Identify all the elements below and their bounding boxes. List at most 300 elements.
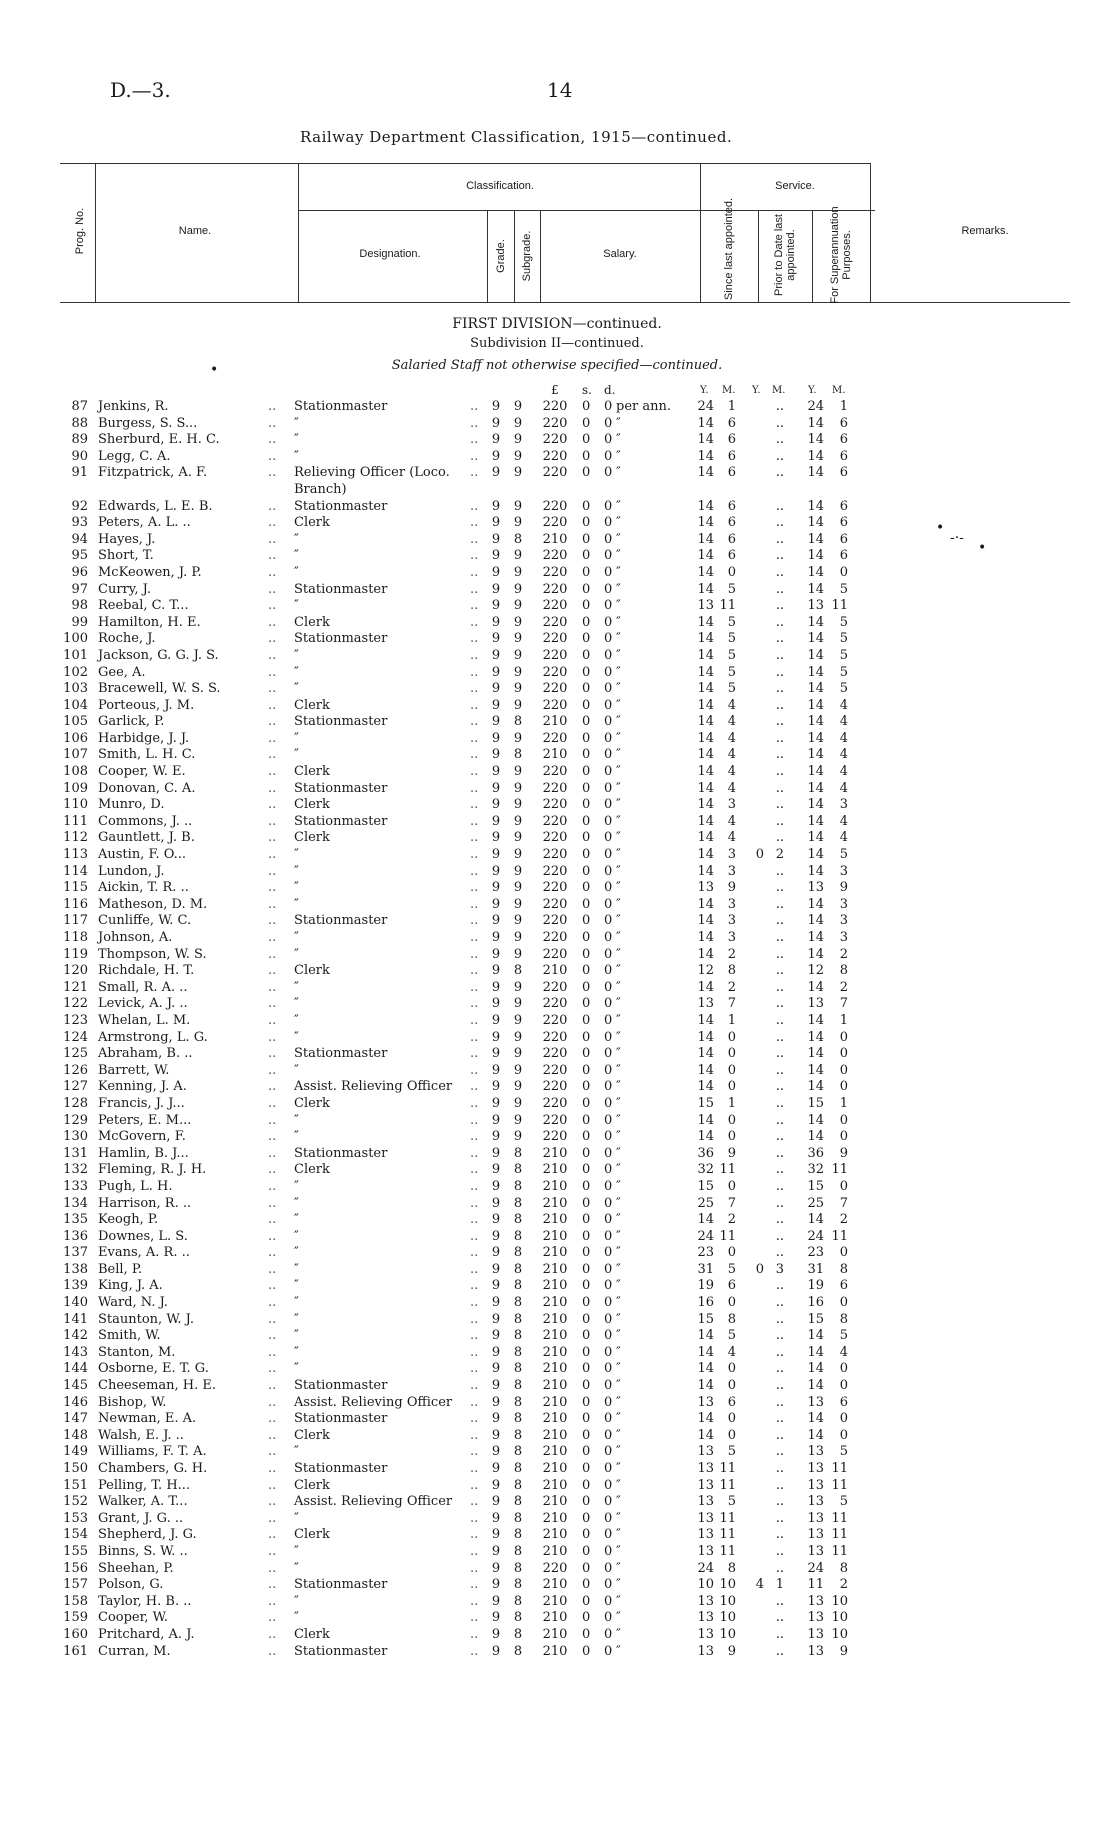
subgrade: 8 bbox=[513, 1344, 523, 1360]
super-years: 14 bbox=[807, 432, 824, 448]
since-last-years: 13 bbox=[697, 1394, 714, 1410]
since-last-months: 3 bbox=[727, 863, 736, 879]
col-divider bbox=[298, 163, 299, 302]
grade: 9 bbox=[491, 913, 501, 929]
super-months: 9 bbox=[839, 1643, 848, 1659]
super-months: 11 bbox=[831, 1162, 848, 1178]
subgrade: 8 bbox=[513, 747, 523, 763]
table-row bbox=[0, 1594, 1114, 1611]
salary-pence: 0 bbox=[604, 1029, 613, 1045]
table-row bbox=[0, 1444, 1114, 1461]
salary-pounds: 210 bbox=[542, 1494, 568, 1510]
super-months: 3 bbox=[839, 913, 848, 929]
grade: 9 bbox=[491, 697, 501, 713]
super-years: 14 bbox=[807, 797, 824, 813]
staff-name: Richdale, H. T. bbox=[98, 963, 195, 979]
prog-no: 142 bbox=[63, 1328, 88, 1344]
super-years: 14 bbox=[807, 1012, 824, 1028]
prog-no: 104 bbox=[63, 697, 88, 713]
designation: Stationmaster bbox=[294, 399, 388, 414]
prior-months: .. bbox=[775, 1444, 784, 1460]
salary-shillings: 0 bbox=[582, 1344, 591, 1360]
header-prior: Prior to Date last appointed. bbox=[773, 214, 797, 296]
prior-months: .. bbox=[775, 1178, 784, 1194]
subgrade: 9 bbox=[513, 863, 523, 879]
prior-months: .. bbox=[775, 946, 784, 962]
leader-dots: .. bbox=[470, 1228, 479, 1244]
subgrade: 8 bbox=[513, 1228, 523, 1244]
salary-period: ″ bbox=[616, 548, 621, 564]
salary-pounds: 210 bbox=[542, 1195, 568, 1211]
leader-dots: .. bbox=[470, 1394, 479, 1410]
salary-shillings: 0 bbox=[582, 1095, 591, 1111]
staff-name: Gauntlett, J. B. bbox=[98, 830, 195, 846]
staff-name: Peters, A. L. .. bbox=[98, 515, 191, 531]
staff-name: Gee, A. bbox=[98, 664, 146, 680]
salary-shillings: 0 bbox=[582, 1328, 591, 1344]
since-last-years: 14 bbox=[697, 1129, 714, 1145]
super-months: 11 bbox=[831, 1543, 848, 1559]
super-months: 6 bbox=[839, 448, 848, 464]
salary-pence: 0 bbox=[604, 1112, 613, 1128]
designation: ″ bbox=[294, 1245, 299, 1261]
grade: 9 bbox=[491, 1311, 501, 1327]
designation: ″ bbox=[294, 1610, 299, 1626]
unit-d: d. bbox=[604, 383, 616, 397]
leader-dots: .. bbox=[268, 896, 277, 912]
table-row bbox=[0, 1013, 1114, 1030]
table-row bbox=[0, 1395, 1114, 1412]
prior-months: .. bbox=[775, 1046, 784, 1062]
prior-months: .. bbox=[775, 1328, 784, 1344]
since-last-years: 13 bbox=[697, 1510, 714, 1526]
salary-shillings: 0 bbox=[582, 1378, 591, 1394]
staff-name: King, J. A. bbox=[98, 1278, 163, 1294]
prior-months: 3 bbox=[775, 1261, 784, 1277]
subgrade: 8 bbox=[513, 1145, 523, 1161]
table-row bbox=[0, 1146, 1114, 1163]
grade: 9 bbox=[491, 1195, 501, 1211]
salary-period: ″ bbox=[616, 780, 621, 796]
table-row bbox=[0, 1262, 1114, 1279]
prior-months: .. bbox=[775, 963, 784, 979]
since-last-months: 5 bbox=[727, 681, 736, 697]
salary-pence: 0 bbox=[604, 1560, 613, 1576]
super-months: 5 bbox=[839, 647, 848, 663]
salary-pence: 0 bbox=[604, 1195, 613, 1211]
col-divider bbox=[870, 163, 871, 302]
prog-no: 97 bbox=[71, 581, 88, 597]
grade: 9 bbox=[491, 896, 501, 912]
staff-name: Evans, A. R. .. bbox=[98, 1245, 190, 1261]
since-last-months: 0 bbox=[727, 1378, 736, 1394]
leader-dots: .. bbox=[268, 1112, 277, 1128]
super-years: 36 bbox=[807, 1145, 824, 1161]
prior-months: .. bbox=[775, 1029, 784, 1045]
salary-period: ″ bbox=[616, 697, 621, 713]
since-last-months: 6 bbox=[727, 498, 736, 514]
since-last-years: 14 bbox=[697, 664, 714, 680]
super-years: 14 bbox=[807, 830, 824, 846]
super-months: 0 bbox=[839, 1361, 848, 1377]
salary-pounds: 210 bbox=[542, 1295, 568, 1311]
salary-pounds: 220 bbox=[542, 1560, 568, 1576]
designation: Relieving Officer (Loco. bbox=[294, 465, 450, 481]
grade: 9 bbox=[491, 863, 501, 879]
designation: ″ bbox=[294, 1129, 299, 1145]
prog-no: 113 bbox=[63, 847, 88, 863]
leader-dots: .. bbox=[268, 465, 277, 481]
staff-name: Stanton, M. bbox=[98, 1344, 176, 1360]
salary-pence: 0 bbox=[604, 863, 613, 879]
leader-dots: .. bbox=[470, 681, 479, 697]
leader-dots: .. bbox=[268, 979, 277, 995]
salary-pence: 0 bbox=[604, 1228, 613, 1244]
prior-months: .. bbox=[775, 1344, 784, 1360]
salary-pence: 0 bbox=[604, 531, 613, 547]
table-row bbox=[0, 1295, 1114, 1312]
salary-period: ″ bbox=[616, 614, 621, 630]
staff-name: Harbidge, J. J. bbox=[98, 730, 190, 746]
salary-pounds: 220 bbox=[542, 664, 568, 680]
salary-shillings: 0 bbox=[582, 764, 591, 780]
prior-months: .. bbox=[775, 1245, 784, 1261]
staff-name: Legg, C. A. bbox=[98, 448, 171, 464]
staff-name: McGovern, F. bbox=[98, 1129, 186, 1145]
prior-months: 1 bbox=[775, 1577, 784, 1593]
super-months: 4 bbox=[839, 714, 848, 730]
grade: 9 bbox=[491, 515, 501, 531]
super-months: 6 bbox=[839, 548, 848, 564]
header-since-last: Since last appointed. bbox=[723, 197, 735, 301]
subgrade: 8 bbox=[513, 1311, 523, 1327]
salary-period: ″ bbox=[616, 1593, 621, 1609]
since-last-months: 5 bbox=[727, 581, 736, 597]
prog-no: 112 bbox=[63, 830, 88, 846]
grade: 9 bbox=[491, 1228, 501, 1244]
super-months: 5 bbox=[839, 581, 848, 597]
since-last-years: 19 bbox=[697, 1278, 714, 1294]
salary-pounds: 210 bbox=[542, 1427, 568, 1443]
designation: Clerk bbox=[294, 1162, 330, 1178]
grade: 9 bbox=[491, 647, 501, 663]
salary-pence: 0 bbox=[604, 1212, 613, 1228]
salary-pounds: 220 bbox=[542, 946, 568, 962]
table-row bbox=[0, 930, 1114, 947]
leader-dots: .. bbox=[268, 714, 277, 730]
since-last-years: 13 bbox=[697, 1494, 714, 1510]
super-months: 7 bbox=[839, 996, 848, 1012]
salary-shillings: 0 bbox=[582, 996, 591, 1012]
since-last-months: 5 bbox=[727, 664, 736, 680]
subgrade: 9 bbox=[513, 548, 523, 564]
designation: ″ bbox=[294, 1012, 299, 1028]
salary-period: ″ bbox=[616, 1461, 621, 1476]
grade: 9 bbox=[491, 1162, 501, 1178]
super-months: 3 bbox=[839, 896, 848, 912]
since-last-months: 4 bbox=[727, 714, 736, 730]
salary-pounds: 210 bbox=[542, 747, 568, 763]
designation: ″ bbox=[294, 1444, 299, 1460]
super-months: 8 bbox=[839, 1311, 848, 1327]
prog-no: 128 bbox=[63, 1095, 88, 1111]
salary-pence: 0 bbox=[604, 498, 613, 514]
since-last-years: 13 bbox=[697, 1543, 714, 1559]
grade: 9 bbox=[491, 1494, 501, 1510]
salary-shillings: 0 bbox=[582, 946, 591, 962]
staff-name: Williams, F. T. A. bbox=[98, 1444, 207, 1460]
grade: 9 bbox=[491, 432, 501, 448]
staff-name: Hamilton, H. E. bbox=[98, 614, 201, 630]
salary-pence: 0 bbox=[604, 714, 613, 730]
staff-name: Donovan, C. A. bbox=[98, 780, 196, 796]
salary-pence: 0 bbox=[604, 1643, 613, 1659]
super-years: 13 bbox=[807, 880, 824, 896]
salary-pounds: 210 bbox=[542, 1444, 568, 1460]
leader-dots: .. bbox=[268, 448, 277, 464]
prior-months: .. bbox=[775, 913, 784, 929]
page-number: 14 bbox=[547, 78, 573, 102]
salary-pounds: 210 bbox=[542, 1643, 568, 1659]
salary-shillings: 0 bbox=[582, 697, 591, 713]
leader-dots: .. bbox=[268, 1178, 277, 1194]
salary-pence: 0 bbox=[604, 1626, 613, 1642]
salary-pounds: 220 bbox=[542, 399, 568, 414]
leader-dots: .. bbox=[470, 1245, 479, 1261]
salary-shillings: 0 bbox=[582, 1278, 591, 1294]
prior-months: .. bbox=[775, 797, 784, 813]
salary-pounds: 220 bbox=[542, 1046, 568, 1062]
salary-shillings: 0 bbox=[582, 1228, 591, 1244]
prog-no: 160 bbox=[63, 1626, 88, 1642]
grade: 9 bbox=[491, 1245, 501, 1261]
salary-pounds: 220 bbox=[542, 830, 568, 846]
grade: 9 bbox=[491, 1626, 501, 1642]
salary-pence: 0 bbox=[604, 1311, 613, 1327]
staff-name: Edwards, L. E. B. bbox=[98, 498, 213, 514]
super-months: 5 bbox=[839, 1328, 848, 1344]
subgrade: 8 bbox=[513, 1212, 523, 1228]
grade: 9 bbox=[491, 631, 501, 647]
prog-no: 114 bbox=[63, 863, 88, 879]
prior-months: .. bbox=[775, 465, 784, 481]
super-years: 14 bbox=[807, 813, 824, 829]
salary-pounds: 210 bbox=[542, 1228, 568, 1244]
since-last-years: 14 bbox=[697, 1361, 714, 1377]
prog-no: 117 bbox=[63, 913, 88, 929]
salary-pence: 0 bbox=[604, 1245, 613, 1261]
super-years: 14 bbox=[807, 548, 824, 564]
header-top-rule bbox=[60, 163, 870, 164]
salary-shillings: 0 bbox=[582, 1411, 591, 1427]
since-last-years: 14 bbox=[697, 813, 714, 829]
since-last-months: 0 bbox=[727, 564, 736, 580]
salary-shillings: 0 bbox=[582, 1112, 591, 1128]
prior-months: .. bbox=[775, 714, 784, 730]
leader-dots: .. bbox=[470, 714, 479, 730]
super-months: 4 bbox=[839, 780, 848, 796]
prog-no: 116 bbox=[63, 896, 88, 912]
salary-pounds: 220 bbox=[542, 797, 568, 813]
subgrade: 9 bbox=[513, 664, 523, 680]
since-last-years: 13 bbox=[697, 1477, 714, 1493]
prior-months: .. bbox=[775, 1461, 784, 1476]
unit-y3: Y. bbox=[808, 385, 817, 396]
subgrade: 8 bbox=[513, 1361, 523, 1377]
since-last-years: 14 bbox=[697, 1012, 714, 1028]
salary-pounds: 220 bbox=[542, 1079, 568, 1095]
designation: ″ bbox=[294, 896, 299, 912]
col-divider bbox=[812, 210, 813, 302]
prior-months: .. bbox=[775, 1394, 784, 1410]
table-row bbox=[0, 665, 1114, 682]
salary-pounds: 220 bbox=[542, 863, 568, 879]
salary-pounds: 220 bbox=[542, 465, 568, 481]
salary-period: ″ bbox=[616, 1577, 621, 1593]
grade: 9 bbox=[491, 1344, 501, 1360]
salary-period: ″ bbox=[616, 681, 621, 697]
prog-no: 126 bbox=[63, 1062, 88, 1078]
leader-dots: .. bbox=[470, 1212, 479, 1228]
since-last-months: 10 bbox=[719, 1610, 736, 1626]
leader-dots: .. bbox=[268, 1012, 277, 1028]
designation: ″ bbox=[294, 1311, 299, 1327]
grade: 9 bbox=[491, 498, 501, 514]
since-last-months: 6 bbox=[727, 1394, 736, 1410]
staff-name: Bracewell, W. S. S. bbox=[98, 681, 221, 697]
salary-pounds: 220 bbox=[542, 813, 568, 829]
header-grade: Grade. bbox=[495, 239, 507, 273]
super-years: 32 bbox=[807, 1162, 824, 1178]
prior-months: .. bbox=[775, 1560, 784, 1576]
designation: Stationmaster bbox=[294, 581, 388, 597]
grade: 9 bbox=[491, 1643, 501, 1659]
subdivision-heading: Subdivision II—continued. bbox=[470, 336, 644, 351]
prior-months: .. bbox=[775, 1510, 784, 1526]
staff-name: Bell, P. bbox=[98, 1261, 143, 1277]
stray-mark: • bbox=[210, 362, 219, 378]
since-last-years: 14 bbox=[697, 1378, 714, 1394]
leader-dots: .. bbox=[470, 1295, 479, 1311]
leader-dots: .. bbox=[268, 1295, 277, 1311]
salary-pence: 0 bbox=[604, 1129, 613, 1145]
staff-name: Jackson, G. G. J. S. bbox=[98, 647, 219, 663]
leader-dots: .. bbox=[470, 1095, 479, 1111]
super-years: 14 bbox=[807, 1212, 824, 1228]
designation: ″ bbox=[294, 1543, 299, 1559]
leader-dots: .. bbox=[470, 1062, 479, 1078]
prior-months: .. bbox=[775, 614, 784, 630]
since-last-months: 0 bbox=[727, 1062, 736, 1078]
table-row bbox=[0, 548, 1114, 565]
leader-dots: .. bbox=[268, 531, 277, 547]
table-row bbox=[0, 416, 1114, 433]
staff-name: Osborne, E. T. G. bbox=[98, 1361, 209, 1377]
leader-dots: .. bbox=[470, 963, 479, 979]
designation: Assist. Relieving Officer bbox=[294, 1394, 453, 1410]
leader-dots: .. bbox=[470, 1012, 479, 1028]
subgrade: 8 bbox=[513, 1643, 523, 1659]
leader-dots: .. bbox=[470, 747, 479, 763]
prog-no: 109 bbox=[63, 780, 88, 796]
designation: ″ bbox=[294, 946, 299, 962]
prog-no: 119 bbox=[63, 946, 88, 962]
since-last-years: 14 bbox=[697, 747, 714, 763]
staff-name: Curry, J. bbox=[98, 581, 151, 597]
super-years: 14 bbox=[807, 764, 824, 780]
grade: 9 bbox=[491, 1278, 501, 1294]
leader-dots: .. bbox=[268, 880, 277, 896]
designation: ″ bbox=[294, 531, 299, 547]
super-years: 14 bbox=[807, 647, 824, 663]
header-name: Name. bbox=[178, 225, 212, 237]
super-months: 4 bbox=[839, 830, 848, 846]
since-last-years: 14 bbox=[697, 863, 714, 879]
grade: 9 bbox=[491, 1510, 501, 1526]
leader-dots: .. bbox=[268, 913, 277, 929]
subgrade: 8 bbox=[513, 1560, 523, 1576]
table-row bbox=[0, 482, 1114, 499]
prior-months: .. bbox=[775, 1012, 784, 1028]
since-last-years: 14 bbox=[697, 1427, 714, 1443]
salary-shillings: 0 bbox=[582, 432, 591, 448]
salary-pounds: 210 bbox=[542, 1145, 568, 1161]
salary-pounds: 220 bbox=[542, 432, 568, 448]
table-row bbox=[0, 996, 1114, 1013]
since-last-years: 24 bbox=[697, 399, 714, 414]
prog-no: 132 bbox=[63, 1162, 88, 1178]
since-last-months: 6 bbox=[727, 465, 736, 481]
designation: Stationmaster bbox=[294, 1643, 388, 1659]
super-years: 14 bbox=[807, 1079, 824, 1095]
prior-months: .. bbox=[775, 1543, 784, 1559]
subgrade: 9 bbox=[513, 1062, 523, 1078]
col-divider bbox=[95, 163, 96, 302]
table-row bbox=[0, 880, 1114, 897]
since-last-months: 6 bbox=[727, 432, 736, 448]
prior-months: .. bbox=[775, 1129, 784, 1145]
salary-pounds: 220 bbox=[542, 930, 568, 945]
leader-dots: .. bbox=[470, 913, 479, 929]
salary-period: ″ bbox=[616, 1195, 621, 1211]
grade: 9 bbox=[491, 1610, 501, 1626]
salary-pounds: 210 bbox=[542, 1626, 568, 1642]
subgrade: 9 bbox=[513, 647, 523, 663]
salary-pounds: 220 bbox=[542, 1095, 568, 1111]
since-last-months: 3 bbox=[727, 896, 736, 912]
salary-shillings: 0 bbox=[582, 564, 591, 580]
leader-dots: .. bbox=[268, 1095, 277, 1111]
salary-period: ″ bbox=[616, 1427, 621, 1443]
salary-period: ″ bbox=[616, 1145, 621, 1161]
salary-pounds: 220 bbox=[542, 614, 568, 630]
staff-name: Ward, N. J. bbox=[98, 1295, 168, 1311]
leader-dots: .. bbox=[268, 1344, 277, 1360]
prior-months: .. bbox=[775, 1643, 784, 1659]
designation: ″ bbox=[294, 1278, 299, 1294]
header-remarks: Remarks. bbox=[961, 225, 1009, 237]
staff-name: Munro, D. bbox=[98, 797, 165, 813]
grade: 9 bbox=[491, 1046, 501, 1062]
subgrade: 9 bbox=[513, 946, 523, 962]
super-months: 11 bbox=[831, 1477, 848, 1493]
salary-shillings: 0 bbox=[582, 1560, 591, 1576]
staff-name: Cheeseman, H. E. bbox=[98, 1378, 217, 1394]
salary-period: ″ bbox=[616, 714, 621, 730]
leader-dots: .. bbox=[268, 697, 277, 713]
super-years: 14 bbox=[807, 780, 824, 796]
leader-dots: .. bbox=[268, 415, 277, 431]
